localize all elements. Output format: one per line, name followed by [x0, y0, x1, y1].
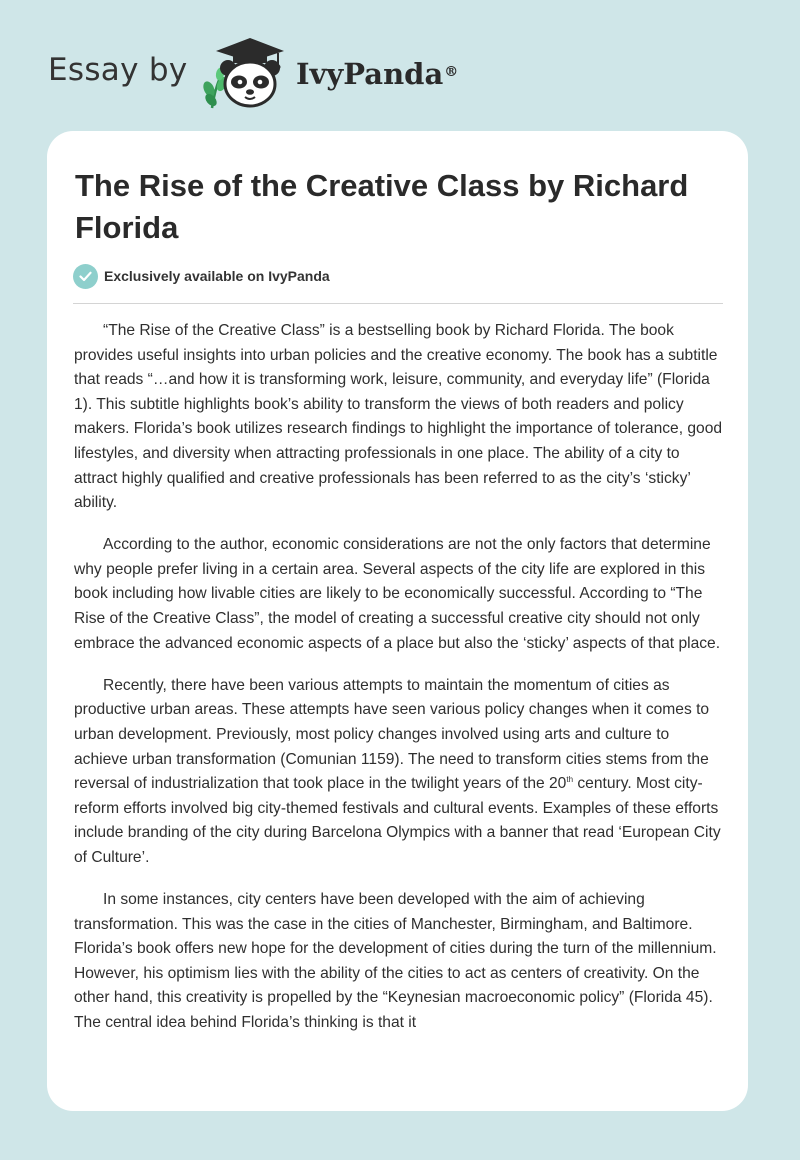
panda-graduation-cap-logo-icon[interactable]	[198, 34, 290, 110]
paragraph-3	[74, 674, 724, 871]
paragraph-2: According to the author, economic considerations are not the only factors that determine why people prefer living in a certain area. Several aspects of the city life are explored in this book including how livable cities are likely to be economically successful. According to “The Rise of the Creative Class”, the model of creating a successful creative city should not only embrace the advanced economic aspects of a place but also the ‘sticky’ aspects of that place.	[74, 536, 721, 652]
brand-text: IvyPanda	[296, 57, 444, 91]
paragraph-4: In some instances, city centers have been developed with the aim of achieving transformation. This was the case in the cities of Manchester, Birmingham, and Baltimore. Florida’s book offers new hope for the development of cities during the turn of the millennium. However, his optimism lies with the ability of the cities to act as centers of creativity. On the other hand, this creativity is propelled by the “Keynesian macroeconomic policy” (Florida 45). The central idea behind Florida’s thinking is that it	[74, 890, 717, 1031]
paragraph-3-text-start: Recently, there have been various attempts to maintain the momentum of cities as productive urban areas. These attempts have seen various policy changes when it comes to urban development. Previously, most policy changes involved using arts and culture to achieve urban transformation (Comunian 1159). The need to transform cities stems from the reversal of industrialization that took place in the twilight years of the 20	[74, 676, 710, 793]
divider	[73, 303, 723, 304]
check-icon	[73, 264, 98, 289]
site-header	[0, 0, 800, 120]
paragraph-3-text-end: century. Most city-reform efforts involved big city-themed festivals and cultural events. Examples of these efforts include branding of the city during Barcelona Olympics with a banner that read ‘European City of Culture’.	[74, 775, 721, 866]
essay-title: The Rise of the Creative Class by Richard Florida	[75, 168, 689, 245]
essay-card	[47, 131, 748, 1111]
registered-mark: ®	[444, 64, 459, 80]
ordinal-suffix: th	[566, 774, 574, 784]
essay-body	[74, 319, 724, 1053]
essay-by-label: Essay by	[48, 52, 188, 88]
paragraph-1: “The Rise of the Creative Class” is a bestselling book by Richard Florida. The book provides useful insights into urban policies and the creative economy. The book has a subtitle that reads “…and how it is transforming work, leisure, community, and everyday life” (Florida 1). This subtitle highlights book’s ability to transform the views of both readers and policy makers. Florida’s book utilizes research findings to highlight the importance of tolerance, good lifestyles, and diversity when attracting professionals in one place. The ability of a city to attract highly qualified and creative professionals has been referred to as the city’s ‘sticky’ ability.	[74, 322, 723, 512]
exclusive-badge	[73, 263, 330, 289]
brand-name[interactable]	[296, 54, 458, 94]
exclusive-label: Exclusively available on IvyPanda	[104, 268, 330, 284]
